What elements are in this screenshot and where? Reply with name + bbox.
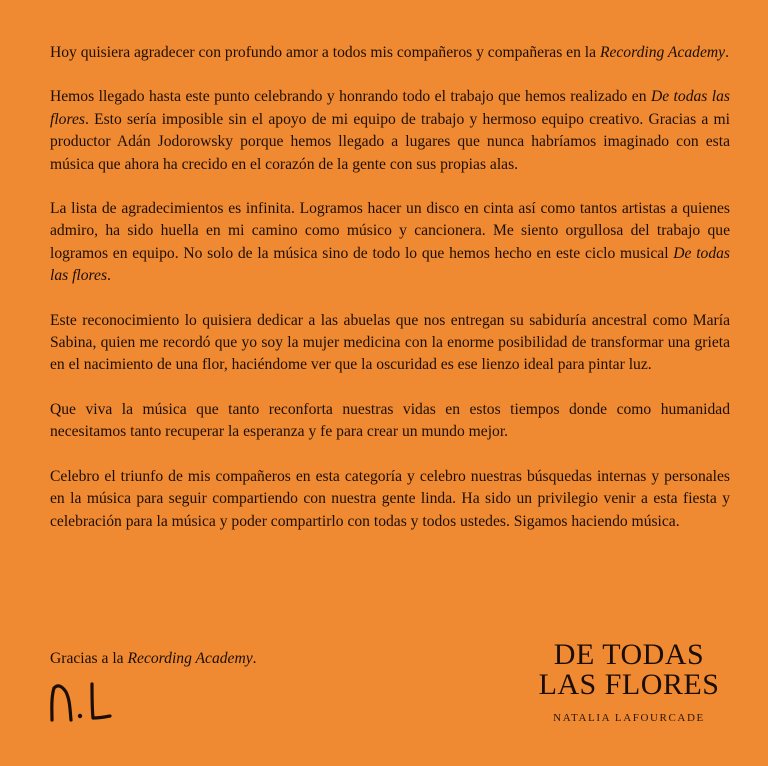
closing-text: . bbox=[252, 650, 257, 667]
album-artist: NATALIA LAFOURCADE bbox=[553, 712, 705, 724]
paragraph-text: Hemos llegado hasta este punto celebrando y honrando todo el trabajo que hemos realizado en bbox=[50, 88, 651, 106]
letter-body bbox=[50, 42, 730, 555]
paragraph-thanks-list bbox=[50, 198, 730, 288]
closing-line bbox=[50, 648, 257, 670]
paragraph-text: . bbox=[107, 267, 111, 285]
album-title bbox=[520, 640, 738, 700]
paragraph-dedication: Este reconocimiento lo quisiera dedicar a las abuelas que nos entregan su sabiduría ancestral como María Sabina, quien me recordó que yo soy la mujer medicina con la enorme posibilidad de transformar una grieta en el nacimiento de una flor, haciéndome ver que la oscuridad es ese lienzo ideal para pintar luz. bbox=[50, 311, 730, 374]
paragraph-celebration: Celebro el triunfo de mis compañeros en esta categoría y celebro nuestras búsquedas internas y personales en la música para seguir compartiendo con nuestra gente linda. Ha sido un privilegio venir a esta fiesta y celebración para la música y poder compartirlo con todas y todos ustedes. Sigamos haciendo música. bbox=[50, 467, 730, 530]
paragraph-team bbox=[50, 86, 730, 176]
album-title-line: DE TODAS bbox=[553, 638, 705, 671]
paragraph-text: . bbox=[725, 44, 729, 61]
italic-text: De todas las flores bbox=[50, 244, 731, 285]
italic-text: De todas las flores bbox=[50, 88, 730, 128]
italic-text: Recording Academy bbox=[599, 44, 726, 61]
album-title-line: LAS FLORES bbox=[538, 668, 720, 701]
signature-image bbox=[46, 676, 118, 726]
paragraph-text: La lista de agradecimientos es infinita. Logramos hacer un disco en cinta así como tantos artistas a quienes admiro, ha sido huella en mi camino como músico y cancionera. Me siento orgullosa del trabajo que logramos en equipo. No solo de la música sino de todo lo que hemos hecho en este ciclo musical bbox=[50, 200, 730, 262]
closing-text: Gracias a la bbox=[50, 650, 128, 667]
paragraph-greeting bbox=[50, 42, 730, 64]
italic-text: Recording Academy bbox=[127, 650, 253, 667]
paragraph-text: . Esto sería imposible sin el apoyo de mi equipo de trabajo y hermoso equipo creativo. Gracias a mi productor Adán Jodorowsky porque hemos llegado a lugares que nunca habríamos imaginado con esta música que ahora ha crecido en el corazón de la gente con sus propias alas. bbox=[50, 110, 730, 173]
paragraph-music: Que viva la música que tanto reconforta nuestras vidas en estos tiempos donde como humanidad necesitamos tanto recuperar la esperanza y fe para crear un mundo mejor. bbox=[50, 400, 730, 441]
paragraph-text: Hoy quisiera agradecer con profundo amor a todos mis compañeros y compañeras en la bbox=[50, 44, 600, 61]
